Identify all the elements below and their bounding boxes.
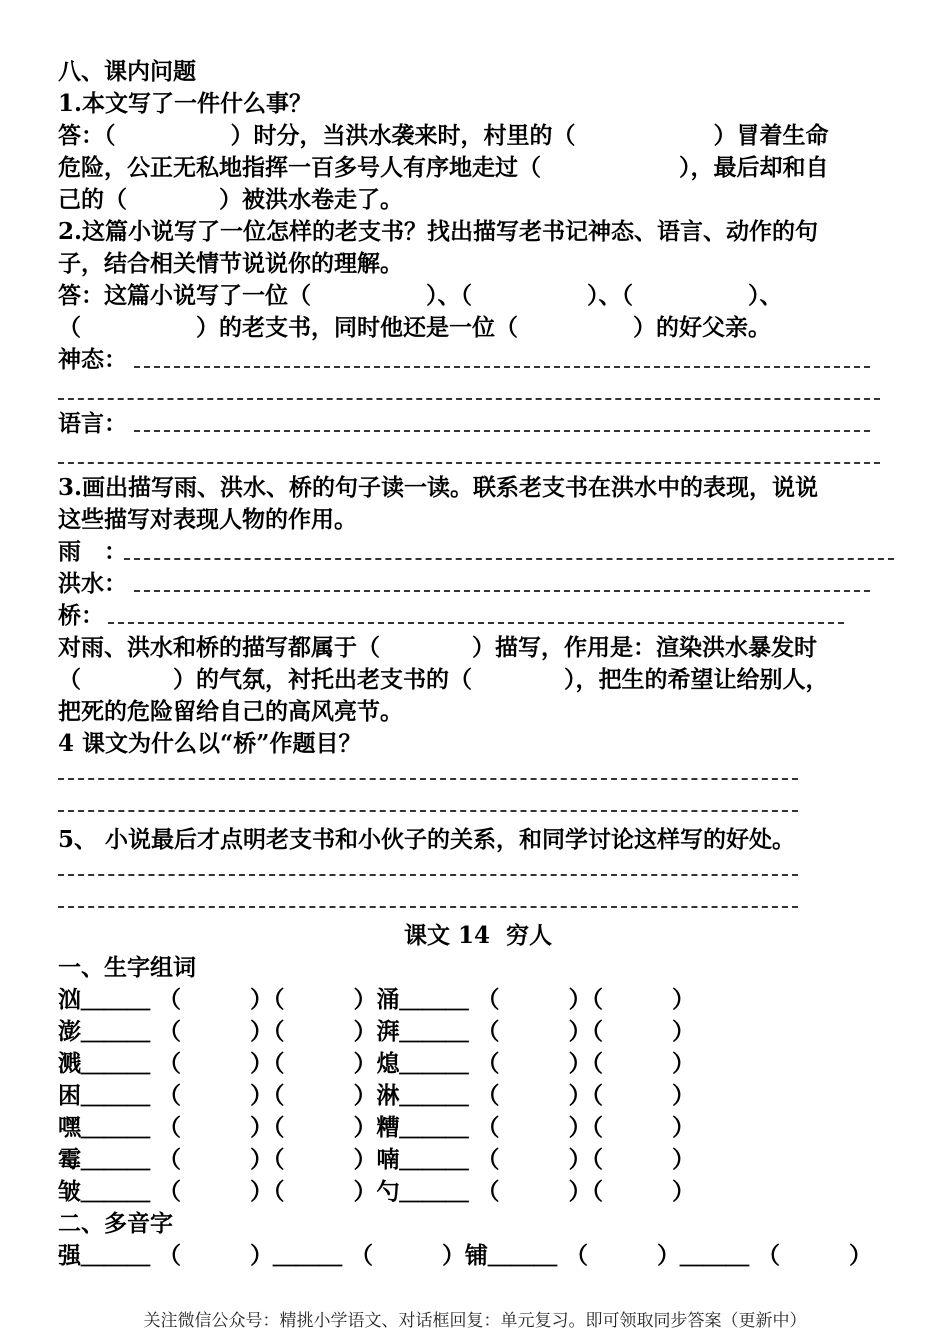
blank[interactable]: ＿＿＿ （ ）（ ） [81,986,377,1013]
answer-blank-line[interactable] [134,590,870,592]
vocab-char: 皱 [58,1178,81,1205]
rain-label: 雨 ： [58,538,127,565]
answer-1-line-2: 危险，公正无私地指挥一百多号人有序地走过（ ），最后却和自 [58,154,829,181]
part-2-heading: 二、多音字 [58,1210,173,1237]
vocab-char: 湃 [376,1018,400,1045]
answer-blank-line[interactable] [58,874,798,876]
vocab-char: 熄 [376,1050,400,1077]
vocab-row [58,1176,695,1208]
vocab-row [58,1080,695,1112]
footer-note: 关注微信公众号：精挑小学语文、对话框回复：单元复习。即可领取同步答案（更新中） [143,1311,807,1331]
answer-blank-line[interactable] [58,398,880,400]
blank[interactable]: ＿＿＿ （ ）（ ） [399,1146,696,1173]
vocab-char: 溅 [58,1050,81,1077]
blank[interactable]: ＿＿＿ （ ）＿＿＿ （ ） [488,1242,873,1269]
blank[interactable]: ＿＿＿ （ ）（ ） [399,1114,696,1141]
vocab-char: 汹 [58,986,81,1013]
vocab-char: 嘿 [58,1114,81,1141]
section-heading: 八、课内问题 [58,58,196,85]
vocab-char: 澎 [58,1018,81,1045]
blank[interactable]: ＿＿＿ （ ）（ ） [81,1114,377,1141]
answer-1-line-1: 答：（ ）时分，当洪水袭来时，村里的（ ）冒着生命 [58,122,829,149]
answer-blank-line[interactable] [134,430,870,432]
blank[interactable]: ＿＿＿ （ ）（ ） [399,1050,696,1077]
question-3-summary-line-2: （ ）的气氛，衬托出老支书的（ ），把生的希望让给别人， [58,666,829,693]
vocab-row [58,1144,695,1176]
vocab-row [58,1048,695,1080]
vocab-char: 涌 [376,986,400,1013]
question-2-line-1: 2.这篇小说写了一位怎样的老支书？找出描写老书记神态、语言、动作的句 [58,218,819,245]
bridge-label: 桥： [58,602,104,629]
language-label: 语言： [58,410,127,437]
blank[interactable]: ＿＿＿ （ ）（ ） [81,1082,377,1109]
blank[interactable]: ＿＿＿ （ ）（ ） [399,1178,696,1205]
answer-1-line-3: 己的（ ）被洪水卷走了。 [58,186,403,213]
answer-2-line-2: （ ）的老支书，同时他还是一位（ ）的好父亲。 [58,314,771,341]
question-2-line-2: 子，结合相关情节说说你的理解。 [58,250,403,277]
blank[interactable]: ＿＿＿ （ ）（ ） [399,1018,696,1045]
question-5: 5、 小说最后才点明老支书和小伙子的关系，和同学讨论这样写的好处。 [58,826,796,853]
vocab-char: 糟 [376,1114,400,1141]
question-4: 4 课文为什么以“桥”作题目？ [58,730,362,757]
blank[interactable]: ＿＿＿ （ ）＿＿＿ （ ） [81,1242,466,1269]
polyphone-row [58,1240,872,1272]
polyphone-char: 铺 [465,1242,489,1269]
vocab-char: 淋 [376,1082,400,1109]
answer-blank-line[interactable] [58,810,798,812]
blank[interactable]: ＿＿＿ （ ）（ ） [399,986,696,1013]
polyphone-char: 强 [58,1242,81,1269]
blank[interactable]: ＿＿＿ （ ）（ ） [81,1146,377,1173]
vocab-char: 喃 [376,1146,400,1173]
answer-blank-line[interactable] [108,622,844,624]
flood-label: 洪水： [58,570,127,597]
part-1-heading: 一、生字组词 [58,954,196,981]
question-1: 1.本文写了一件什么事？ [58,90,313,117]
vocab-row [58,1016,695,1048]
vocab-char: 困 [58,1082,81,1109]
answer-blank-line[interactable] [58,778,798,780]
answer-blank-line[interactable] [58,462,880,464]
answer-blank-line[interactable] [124,558,894,560]
question-3-line-1: 3.画出描写雨、洪水、桥的句子读一读。联系老支书在洪水中的表现，说说 [58,474,819,501]
vocab-char: 勺 [376,1178,400,1205]
blank[interactable]: ＿＿＿ （ ）（ ） [81,1018,377,1045]
vocab-char: 霉 [58,1146,81,1173]
answer-2-line-1: 答：这篇小说写了一位（ ）、（ ）、（ ）、 [58,282,783,309]
vocab-row [58,984,695,1016]
vocab-row [58,1112,695,1144]
blank[interactable]: ＿＿＿ （ ）（ ） [399,1082,696,1109]
question-3-summary-line-3: 把死的危险留给自己的高风亮节。 [58,698,403,725]
expression-label: 神态： [58,346,127,373]
answer-blank-line[interactable] [134,366,870,368]
question-3-summary-line-1: 对雨、洪水和桥的描写都属于（ ）描写，作用是：渲染洪水暴发时 [58,634,817,661]
lesson-title: 课文 14 穷人 [403,922,553,949]
blank[interactable]: ＿＿＿ （ ）（ ） [81,1050,377,1077]
blank[interactable]: ＿＿＿ （ ）（ ） [81,1178,377,1205]
question-3-line-2: 这些描写对表现人物的作用。 [58,506,357,533]
answer-blank-line[interactable] [58,906,798,908]
